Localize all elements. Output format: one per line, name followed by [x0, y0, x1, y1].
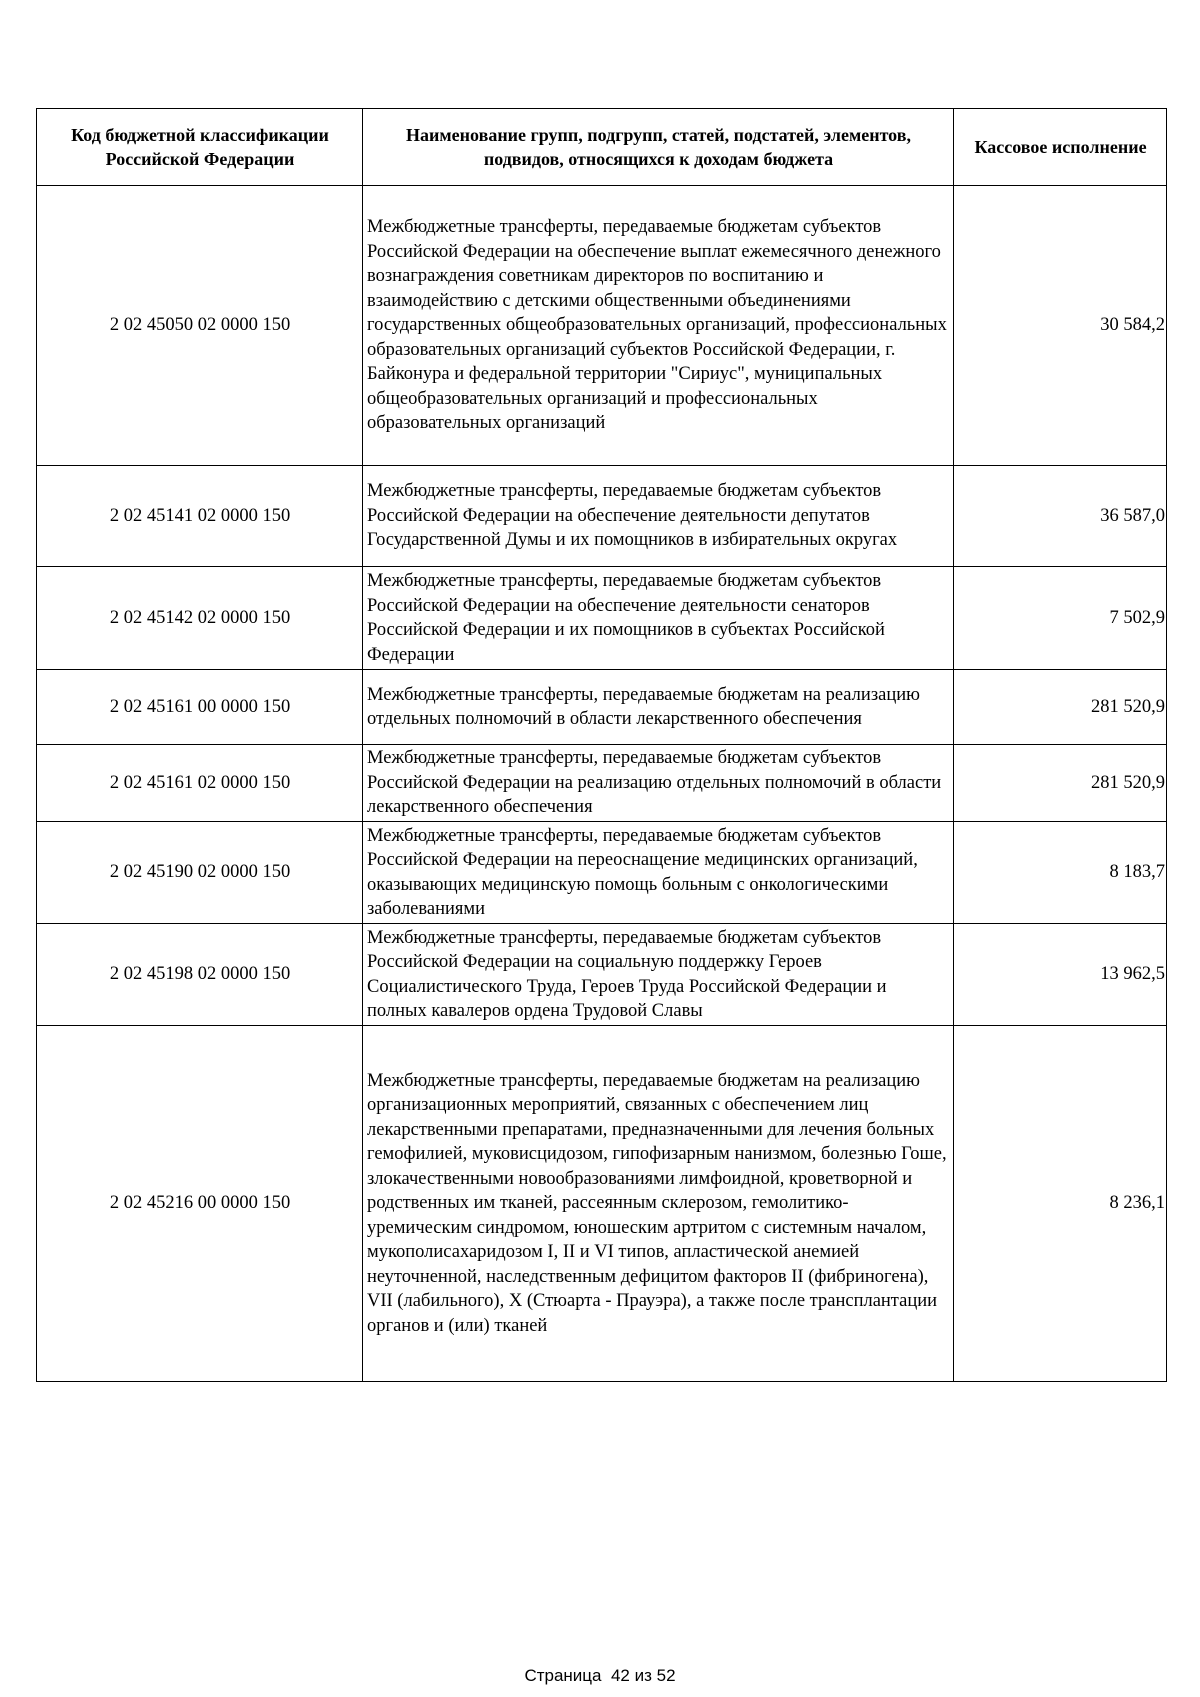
- row-name: Межбюджетные трансферты, передаваемые бюджетам на реализацию организационных мероприятий, связанных с обеспечением лиц лекарственными препаратами, предназначенными для лечения больных гемофилией, муковисцидозом, гипофизарным нанизмом, болезнью Гоше, злокачественными новообразованиями лимфоидной, кроветворной и родственных им тканей, рассеянным склерозом, гемолитико-уремическим синдромом, юношеским артритом с системным началом, мукополисахаридозом I, II и VI типов, апластической анемией неуточненной, наследственным дефицитом факторов II (фибриногена), VII (лабильного), X (Стюарта - Прауэра), а также после трансплантации органов и (или) тканей: [363, 1026, 954, 1382]
- row-code: 2 02 45216 00 0000 150: [37, 1026, 363, 1382]
- row-name: Межбюджетные трансферты, передаваемые бюджетам субъектов Российской Федерации на обеспечение деятельности сенаторов Российской Федерации и их помощников в субъектах Российской Федерации: [363, 567, 954, 670]
- row-name: Межбюджетные трансферты, передаваемые бюджетам субъектов Российской Федерации на обеспечение выплат ежемесячного денежного вознаграждения советникам директоров по воспитанию и взаимодействию с детскими общественными объединениями государственных общеобразовательных организаций, профессиональных образовательных организаций субъектов Российской Федерации, г. Байконура и федеральной территории "Сириус", муниципальных общеобразовательных организаций и профессиональных образовательных организаций: [363, 186, 954, 466]
- table-row: [37, 822, 1167, 924]
- row-code: 2 02 45161 02 0000 150: [37, 745, 363, 822]
- page-footer: [0, 1666, 1200, 1686]
- table-header-row: [37, 109, 1167, 186]
- table-row: [37, 186, 1167, 466]
- header-code: Код бюджетной классификации Российской Федерации: [37, 109, 363, 186]
- row-amount: 13 962,5: [954, 924, 1167, 1026]
- page-label: Страница: [524, 1666, 602, 1685]
- row-amount: 8 183,7: [954, 822, 1167, 924]
- table-row: [37, 1026, 1167, 1382]
- row-code: 2 02 45198 02 0000 150: [37, 924, 363, 1026]
- table-row: [37, 670, 1167, 745]
- header-name: Наименование групп, подгрупп, статей, подстатей, элементов, подвидов, относящихся к доходам бюджета: [363, 109, 954, 186]
- table-row: [37, 745, 1167, 822]
- header-amount: Кассовое исполнение: [954, 109, 1167, 186]
- row-amount: 8 236,1: [954, 1026, 1167, 1382]
- page-total: 52: [656, 1666, 676, 1685]
- row-code: 2 02 45161 00 0000 150: [37, 670, 363, 745]
- page-separator: из: [634, 1666, 652, 1685]
- row-name: Межбюджетные трансферты, передаваемые бюджетам субъектов Российской Федерации на переоснащение медицинских организаций, оказывающих медицинскую помощь больным с онкологическими заболеваниями: [363, 822, 954, 924]
- row-amount: 281 520,9: [954, 745, 1167, 822]
- row-amount: 36 587,0: [954, 466, 1167, 567]
- table-row: [37, 567, 1167, 670]
- row-name: Межбюджетные трансферты, передаваемые бюджетам субъектов Российской Федерации на обеспечение деятельности депутатов Государственной Думы и их помощников в избирательных округах: [363, 466, 954, 567]
- budget-revenue-table: [36, 108, 1167, 1382]
- row-code: 2 02 45141 02 0000 150: [37, 466, 363, 567]
- table-row: [37, 924, 1167, 1026]
- row-amount: 281 520,9: [954, 670, 1167, 745]
- row-name: Межбюджетные трансферты, передаваемые бюджетам на реализацию отдельных полномочий в области лекарственного обеспечения: [363, 670, 954, 745]
- row-name: Межбюджетные трансферты, передаваемые бюджетам субъектов Российской Федерации на социальную поддержку Героев Социалистического Труда, Героев Труда Российской Федерации и полных кавалеров ордена Трудовой Славы: [363, 924, 954, 1026]
- row-amount: 7 502,9: [954, 567, 1167, 670]
- table-row: [37, 466, 1167, 567]
- row-name: Межбюджетные трансферты, передаваемые бюджетам субъектов Российской Федерации на реализацию отдельных полномочий в области лекарственного обеспечения: [363, 745, 954, 822]
- row-amount: 30 584,2: [954, 186, 1167, 466]
- row-code: 2 02 45142 02 0000 150: [37, 567, 363, 670]
- row-code: 2 02 45050 02 0000 150: [37, 186, 363, 466]
- row-code: 2 02 45190 02 0000 150: [37, 822, 363, 924]
- page-current: 42: [610, 1666, 630, 1685]
